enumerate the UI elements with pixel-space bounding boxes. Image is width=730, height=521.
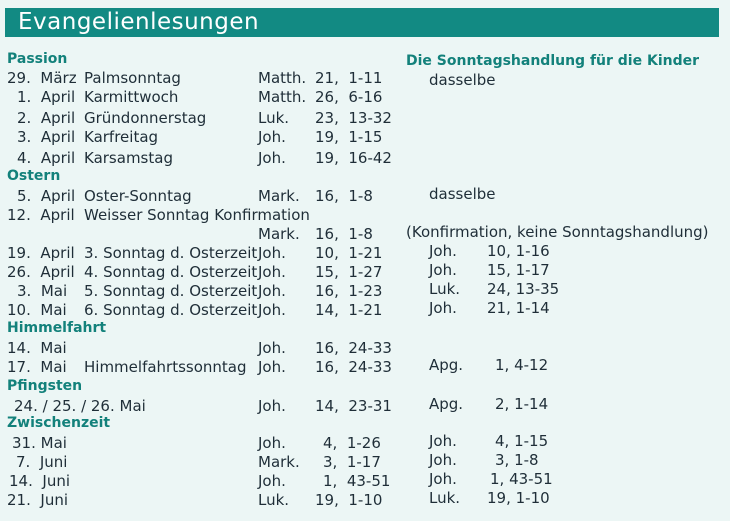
occasion: Karmittwoch: [84, 88, 179, 106]
date: 12. April: [7, 206, 75, 224]
reference: 16, 1-8: [315, 187, 373, 205]
book: Mark.: [258, 453, 300, 471]
reference: 10, 1-16: [487, 242, 550, 260]
book: Joh.: [258, 358, 286, 376]
title-banner: [5, 8, 719, 37]
book: Joh.: [258, 149, 286, 167]
date: 3. April: [17, 128, 76, 146]
reference: 1, 43-51: [323, 472, 391, 490]
book: Mark.: [258, 187, 300, 205]
reference: 16, 24-33: [315, 339, 392, 357]
page-title: Evangelienlesungen: [18, 9, 260, 35]
reference: 16, 24-33: [315, 358, 392, 376]
date: 14. Mai: [7, 339, 67, 357]
book: Joh.: [258, 263, 286, 281]
book: Joh.: [258, 282, 286, 300]
section-heading-pfingsten: Pfingsten: [7, 378, 83, 394]
right-heading: Die Sonntagshandlung für die Kinder: [406, 53, 700, 69]
book: Matth.: [258, 69, 307, 87]
reference: 4, 1-26: [323, 434, 381, 452]
book: Joh.: [429, 242, 457, 260]
occasion: Gründonnerstag: [84, 109, 207, 127]
reference: 15, 1-17: [487, 261, 550, 279]
date: 4. April: [17, 149, 76, 167]
same-note: dasselbe: [429, 71, 496, 89]
reference: 19, 1-10: [315, 491, 383, 509]
book: Joh.: [258, 339, 286, 357]
reference: 24, 13-35: [487, 280, 560, 298]
reference: 3, 1-17: [323, 453, 381, 471]
occasion: Palmsonntag: [84, 69, 181, 87]
date: 24. / 25. / 26. Mai: [14, 397, 146, 415]
date: 1. April: [17, 88, 76, 106]
occasion: Weisser Sonntag Konfirmation: [84, 206, 310, 224]
reference: 1, 43-51: [490, 470, 553, 488]
reference: 16, 1-8: [315, 225, 373, 243]
reference: 4, 1-15: [495, 432, 549, 450]
occasion: Karsamstag: [84, 149, 173, 167]
reference: 16, 1-23: [315, 282, 383, 300]
book: Luk.: [429, 489, 461, 507]
date: 29. März: [7, 69, 77, 87]
book: Luk.: [429, 280, 461, 298]
reference: 2, 1-14: [495, 395, 549, 413]
reference: 23, 13-32: [315, 109, 392, 127]
section-heading-passion: Passion: [7, 51, 68, 67]
occasion: Oster-Sonntag: [84, 187, 192, 205]
reference: 15, 1-27: [315, 263, 383, 281]
date: 21. Juni: [7, 491, 68, 509]
reference: 14, 23-31: [315, 397, 392, 415]
reference: 14, 1-21: [315, 301, 383, 319]
book: Luk.: [258, 109, 290, 127]
date: 5. April: [17, 187, 76, 205]
book: Joh.: [429, 261, 457, 279]
book: Joh.: [258, 244, 286, 262]
book: Matth.: [258, 88, 307, 106]
occasion: 3. Sonntag d. Osterzeit: [84, 244, 258, 262]
book: Luk.: [258, 491, 290, 509]
occasion: Himmelfahrtssonntag: [84, 358, 247, 376]
occasion: 5. Sonntag d. Osterzeit: [84, 282, 258, 300]
section-heading-zwischenzeit: Zwischenzeit: [7, 415, 111, 431]
date: 3. Mai: [17, 282, 68, 300]
occasion: 4. Sonntag d. Osterzeit: [84, 263, 258, 281]
konfirmation-note: (Konfirmation, keine Sonntagshandlung): [406, 223, 709, 241]
book: Joh.: [258, 128, 286, 146]
date: 19. April: [7, 244, 75, 262]
section-heading-himmelfahrt: Himmelfahrt: [7, 320, 107, 336]
reference: 19, 16-42: [315, 149, 392, 167]
book: Joh.: [258, 397, 286, 415]
reference: 1, 4-12: [495, 356, 549, 374]
book: Joh.: [429, 299, 457, 317]
same-note: dasselbe: [429, 185, 496, 203]
reference: 19, 1-10: [487, 489, 550, 507]
occasion: 6. Sonntag d. Osterzeit: [84, 301, 258, 319]
date: 7. Juni: [16, 453, 68, 471]
date: 26. April: [7, 263, 75, 281]
reference: 21, 1-14: [487, 299, 550, 317]
reference: 19, 1-15: [315, 128, 383, 146]
book: Joh.: [258, 301, 286, 319]
section-heading-ostern: Ostern: [7, 168, 61, 184]
book: Joh.: [258, 434, 286, 452]
book: Mark.: [258, 225, 300, 243]
date: 31. Mai: [12, 434, 67, 452]
book: Joh.: [258, 472, 286, 490]
reference: 3, 1-8: [495, 451, 539, 469]
book: Joh.: [429, 451, 457, 469]
reference: 10, 1-21: [315, 244, 383, 262]
occasion: Karfreitag: [84, 128, 159, 146]
date: 14. Juni: [9, 472, 70, 490]
book: Joh.: [429, 432, 457, 450]
reference: 26, 6-16: [315, 88, 383, 106]
date: 2. April: [17, 109, 76, 127]
book: Apg.: [429, 356, 464, 374]
book: Apg.: [429, 395, 464, 413]
book: Joh.: [429, 470, 457, 488]
reference: 21, 1-11: [315, 69, 383, 87]
date: 10. Mai: [7, 301, 67, 319]
date: 17. Mai: [7, 358, 67, 376]
